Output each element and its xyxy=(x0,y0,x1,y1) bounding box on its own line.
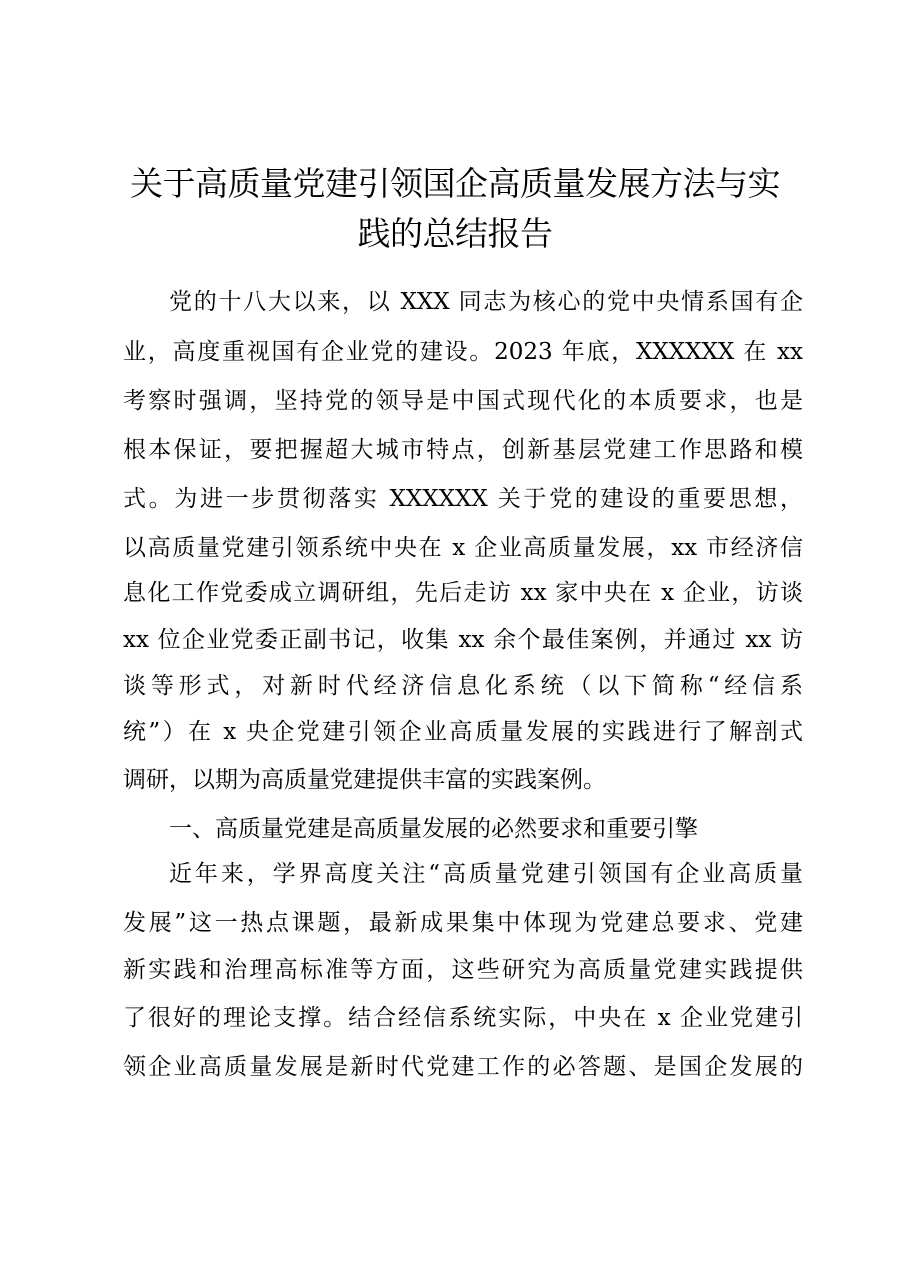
paragraph-line: 新实践和治理高标准等方面，这些研究为高质量党建实践提供 xyxy=(123,957,803,983)
paragraph-line: 以高质量党建引领系统中央在 x 企业高质量发展，xx 市经济信 xyxy=(123,535,803,561)
paragraph-line: xx 位企业党委正副书记，收集 xx 余个最佳案例，并通过 xx 访 xyxy=(123,627,803,653)
paragraph-line: 考察时强调，坚持党的领导是中国式现代化的本质要求，也是 xyxy=(123,388,803,414)
paragraph-line: 近年来，学界高度关注“高质量党建引领国有企业高质量 xyxy=(169,861,803,887)
document-title-line-2: 践的总结报告 xyxy=(357,214,553,253)
paragraph-line: 调研，以期为高质量党建提供丰富的实践案例。 xyxy=(123,767,606,793)
paragraph-line: 业，高度重视国有企业党的建设。2023 年底，XXXXXX 在 xx xyxy=(123,339,803,365)
section-heading: 一、高质量党建是高质量发展的必然要求和重要引擎 xyxy=(169,816,698,842)
document-title-line-1: 关于高质量党建引领国企高质量发展方法与实 xyxy=(130,164,780,203)
paragraph-line: 统”）在 x 央企党建引领企业高质量发展的实践进行了解剖式 xyxy=(123,719,803,745)
paragraph-line: 息化工作党委成立调研组，先后走访 xx 家中央在 x 企业，访谈 xyxy=(123,580,803,606)
paragraph-line: 了很好的理论支撑。结合经信系统实际，中央在 x 企业党建引 xyxy=(123,1005,803,1031)
paragraph-line: 党的十八大以来，以 XXX 同志为核心的党中央情系国有企 xyxy=(169,289,803,315)
paragraph-line: 式。为进一步贯彻落实 XXXXXX 关于党的建设的重要思想， xyxy=(123,486,803,512)
paragraph-line: 领企业高质量发展是新时代党建工作的必答题、是国企发展的 xyxy=(123,1054,803,1080)
paragraph-line: 发展”这一热点课题，最新成果集中体现为党建总要求、党建 xyxy=(123,910,803,936)
paragraph-line: 根本保证，要把握超大城市特点，创新基层党建工作思路和模 xyxy=(123,437,803,463)
paragraph-line: 谈等形式，对新时代经济信息化系统（以下简称“经信系 xyxy=(123,673,803,699)
